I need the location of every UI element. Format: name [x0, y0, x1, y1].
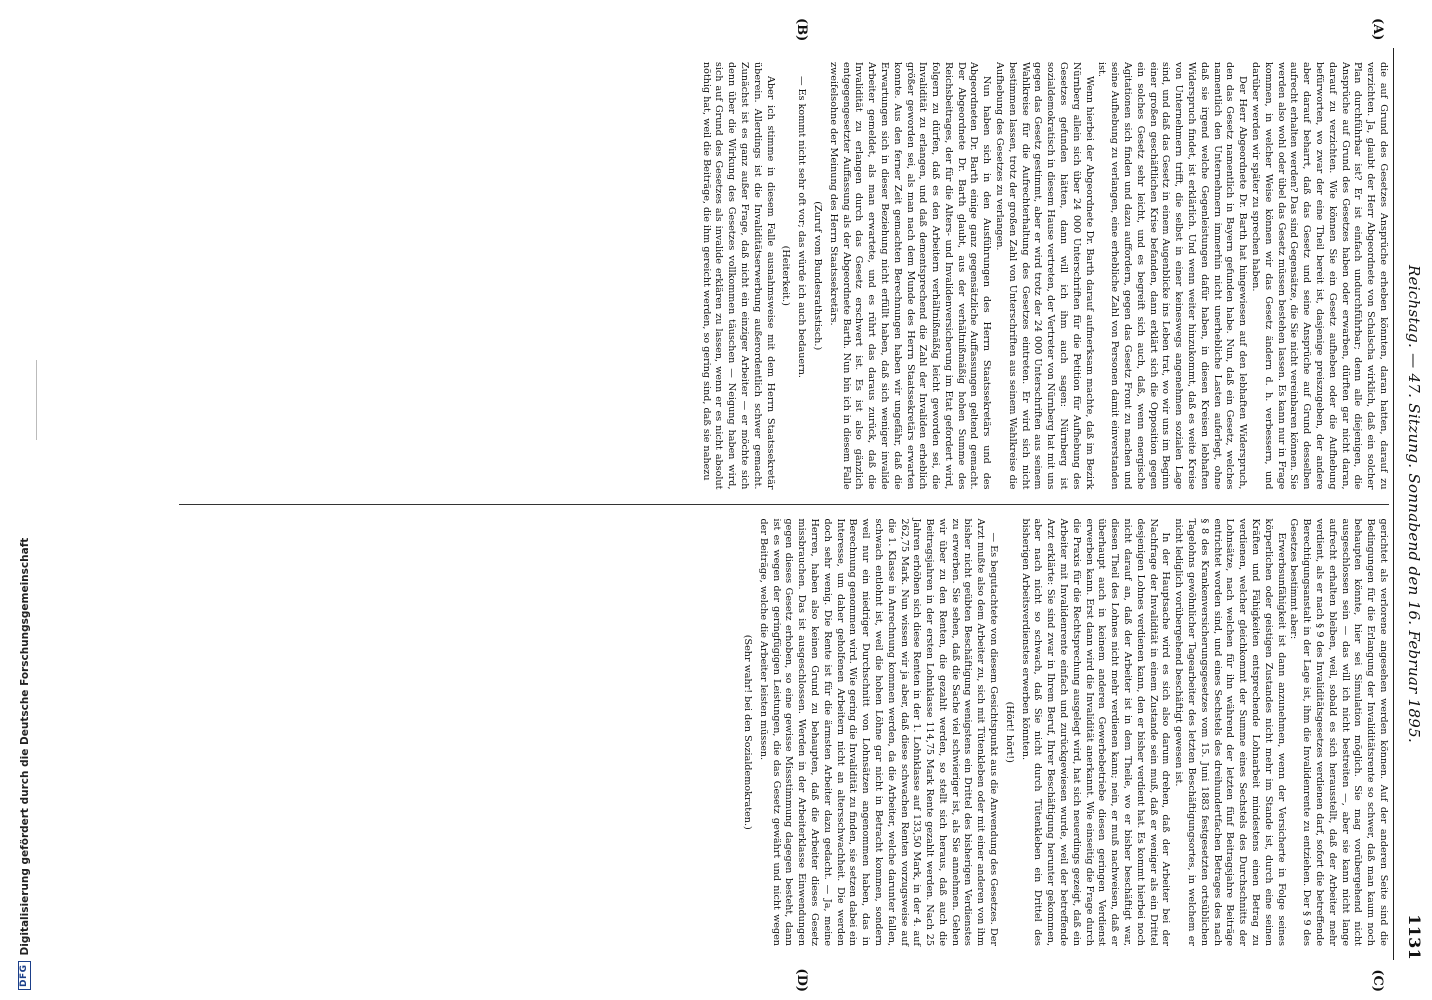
text-columns [179, 18, 1389, 992]
left-paragraph-2: Der Herr Abgeordnete Dr. Barth hat hingewiesen auf den lebhaften Widerspruch, den das Gesetz namentlich in Bayern gefunden habe. Nun, daß ein Gesetz, welches namentlich den Unternehmern immerhin nicht unerhebliche Lasten auferlegt, ohne daß sie irgend welche Gegenleistungen dafür haben, in diesen Kreisen lebhaften Widerspruch findet, ist erklärlich. Und wenn weiter hinzukommt, daß es weite Kreise von Unternehmern trifft, die selbst in einer keineswegs angenehmen sozialen Lage sind, und daß das Gesetz in einem Augenblicke ins Leben trat, wo wir uns im Beginn einer großen geschäftlichen Krise befanden, dann erklärt sich die Opposition gegen ein solches Gesetz sehr leicht, und es begreift sich auch, daß, wenn energische Agitationen sich finden und dazu auffordern, gegen das Gesetz Front zu machen und seine Aufhebung zu verlangen, eine erhebliche Zahl von Personen damit einverstanden ist. [1096, 62, 1249, 490]
left-column [179, 48, 1389, 504]
left-paragraph-3: Wenn hierbei der Abgeordnete Dr. Barth darauf aufmerksam machte, daß im Bezirk Nürnberg allein sich über 24 000 Unterschriften für die Petition für Aufhebung des Gesetzes gefunden hätten, dann will ich ihm auch sagen: Nürnberg ist sozialdemokratisch in diesem Hause vertreten, der Vertreter von Nürnberg hat mit uns gegen das Gesetz gestimmt, aber er wird trotz der 24 000 Unterschriften aus seinem Wahlkreise für die Aufrechterhaltung des Gesetzes eintreten. Er wird sich nicht bestimmen lassen, trotz der großen Zahl von Unterschriften aus seinem Wahlkreise die Aufhebung des Gesetzes zu verlangen. [994, 62, 1095, 490]
right-interjection-2: (Sehr wahr! bei den Sozialdemokraten.) [741, 634, 753, 830]
margin-marker-b: (B) [794, 18, 809, 42]
right-paragraph-4: — Es begutachtete von diesem Gesichtspunkt aus die Anwendung des Gesetzes. Der Arzt mußte also dem Arbeiter zu, sich mit Tütenkleben oder mit einer anderen von ihm bisher nicht geübten Beschäftigung wenigstens ein Drittel des bisherigen Verdienstes zu erwerben. Sie sehen, daß die Sache viel schwieriger ist, als Sie annehmen. Gehen wir über zu den Renten, die gezahlt werden, so stellt sich heraus, daß auch die Beitragsjahren in der ersten Lohnklasse 114,75 Mark Rente gezahlt werden. Nach 25 Jahren erhöhen sich diese Renten in der 1. Lohnklasse auf 133,50 Mark, in der 4. auf 262,75 Mark. Nun wissen wir ja aber, daß diese schwachen Renten vorzugsweise auf die 1. Klasse in Anrechnung kommen werden, da die Arbeiter, welche darunter fallen, schwach entlohnt ist, weil die hohen Löhne gar nicht in Betracht kommen, sondern weil nur ein niedriger Durchschnitt von Lohnsätzen angenommen haben, das in Berechnung genommen wird. Wie gering die Invalidität zu finden, sie setzen dabei ein Interesse, um daher geholfenen Arbeitern nicht an altersschwachheit. Die werden doch sehr wenig. Die Rente ist für die ärmsten Arbeiter dazu gedacht. — Ja, meine Herren, haben also keinen Grund zu behaupten, daß die Arbeiter dieses Gesetz missbrauchen. Das ist ausgeschlossen. Werden in der Arbeiterklasse Einwendungen gegen dieses Gesetz erhoben, so eine gewisse Missstimmung dagegen besteht, dann ist es wegen der geringfügigen Leistungen, die das Gesetz gewährt und nicht wegen der Beiträge, welche die Arbeiter leisten müssen. [757, 518, 1000, 946]
right-paragraph-1: gerichtet als verlorene angesehen werden können. Auf der anderen Seite sind die Bedingungen für die Erlangung der Invaliditätsrente so schwer, daß man kaum noch behaupten könnte, hier sei Simulation möglich. Sie mag vorübergehend nicht ausgeschlossen sein — das will ich nicht bestreiten —, aber sie kann nicht lange aufrecht erhalten bleiben, weil, sobald es sich herausstellt, daß der Arbeiter mehr verdient, als er nach § 9 des Invaliditätsgesetzes verdienen darf, sofort die betreffende Berechtigungsanstalt in der Lage ist, ihm die Invalidenrente zu entziehen. Der § 9 des Gesetzes bestimmt aber: [1288, 518, 1389, 946]
right-paragraph-3: In der Hauptsache wird es sich also darum drehen, daß der Arbeiter bei der Nachfrage der Invalidität in einem Zustande sein muß, daß er weniger als ein Drittel desjenigen Lohnes verdienen kann, den er bisher verdient hat. Es kommt hierbei noch nicht darauf an, daß der Arbeiter ist in dem Theile, wo er bisher beschäftigt war, diesen Theil des Lohnes nicht mehr verdienen kann; nein, er muß nachweisen, daß er überhaupt auch in keinem anderen Gewerbebetriebe diesen geringen Verdienst erwerben kann. Erst dann wird die Invalidität anerkannt. Wie einseitig die Frage durch die Praxis für die Rechtsprechung ausgelegt wird, hat sich neuerdings gezeigt, daß ein Arbeiter mit Invalidenrente einfach und zurückgewiesen wurde, weil der betreffende Arzt erklärte: Sie sind zwar in Ihrem Beruf, Ihrer Beschäftigung herunter gekommen, aber nach nicht so schwach, daß Sie nicht durch Tütenkleben ein Drittel des bisherigen Arbeitsverdienstes erwerben könnten. [1019, 518, 1172, 946]
left-interjection-1: (Zuruf vom Bundesrathstisch.) [811, 201, 823, 351]
right-paragraph-2: Erwerbsunfähigkeit ist dann anzunehmen, wenn der Versicherte in Folge seines körperlichen oder geistigen Zustandes nicht mehr im Stande ist, durch eine seinen Kräften und Fähigkeiten entsprechende Lohnarbeit mindestens einen Betrag zu verdienen, welcher gleichkommt der Summe eines Sechstels des Durchschnitts der Lohnsätze, nach welchen für ihn während der letzten fünf Beitragsjahre Beiträge entrichtet worden sind, und eines Sechstels des dreihundertfachen Betrages des nach § 8 des Krankenversicherungsgesetzes vom 15. Juni 1883 festgesetzten ortsüblichen Tagelohns gewöhnlicher Tagearbeiter des letzten Beschäftigungsortes, in welchem er nicht lediglich vorübergehend beschäftigt gewesen ist. [1173, 518, 1287, 946]
left-paragraph-1: die auf Grund des Gesetzes Ansprüche erheben könnten, daran hatten, darauf zu verzichten. Ja, glaubt der Herr Abgeordnete von Schalscha wirklich, daß ein solcher Plan durchführbar ist? Er ist einfach undurchführbar; denn alle diejenigen, die Ansprüche auf Grund des Gesetzes haben oder erwarben, dürften gar nicht daran, darauf zu verzichten. Wie können Sie ein Gesetz aufheben oder die Aufhebung befürworten, wo zwar der eine Theil bereit ist, dasjenige preiszugeben, der andere aber darauf beharrt, daß das Gesetz und seine Ansprüche auf Grund desselben aufrecht erhalten werden? Das sind Gegensätze, die Sie nicht vereinbaren können. Sie werden also wohl oder übel das Gesetz müssen bestehen lassen. Es kann nur in Frage kommen, in welcher Weise können wir das Gesetz ändern d. h. verbessern, und darüber werden wir später zu sprechen haben. [1250, 62, 1389, 490]
left-paragraph-4: Nun haben sich in den Ausführungen des Herrn Staatssekretärs und des Abgeordneten Dr. Barth einige ganz gegensätzliche Auffassungen geltend gemacht. Der Abgeordnete Dr. Barth glaubt, aus der verhältnißmäßig hohen Summe des Reichsbeitrages, der für die Alters- und Invalidenversicherung im Etat gefordert wird, folgern zu dürfen, daß es den Arbeitern verhältnißmäßig leicht geworden sei, die Invalidität zu erlangen, und daß dementsprechend die Zahl der Invaliden erheblich größer geworden sei, als man nach dem Munde des Herrn Staatssekretärs erwarten konnte. Aus den ferner Zeit gemachten Berechnungen haben wir ungefähr, daß die Erwartungen sich in dieser Beziehung nicht erfüllt haben, daß sich weniger invalide Arbeiter gemeldet, als man erwartete, und es rührt das daraus zurück, daß die Invalidität zu erlangen durch das Gesetz erschwert ist. Es ist also gänzlich entgegengesetzter Auffassung als der Abgeordnete Barth. Nun bin ich in diesem Falle zweifelsohne der Meinung des Herrn Staatssekretärs. [827, 62, 993, 490]
margin-marker-c: (C) [1370, 969, 1385, 992]
header-title: Reichstag. — 47. Sitzung. Sonnabend den 16. Februar 1895. [1405, 264, 1423, 744]
left-paragraph-5: — Es kommt nicht sehr oft vor; das würde ich auch bedauern. [796, 76, 808, 378]
right-interjection-1: (Hört! hört!) [1003, 701, 1015, 763]
page-header [1393, 48, 1424, 960]
dfg-logo-icon: DFG [18, 961, 31, 990]
margin-marker-d: (D) [794, 968, 809, 992]
digitization-note [2, 0, 31, 1000]
left-paragraph-6: Aber ich stimme in diesem Falle ausnahmsweise mit dem Herrn Staatssekretär überein. Allerdings ist die Invaliditätserwerbung außerordentlich schwer gemacht. Zunächst ist es ganz außer Frage, daß nicht ein einziger Arbeiter — er möchte sich denn über die Wirkung des Gesetzes vollkommen täuschen — Neigung haben wird, sich auf Grund des Gesetzes als invalide erklären zu lassen, wenn er es nicht absolut nöthig hat, weil die Beiträge, die ihm gereicht werden, so gering sind, daß sie nahezu [700, 62, 776, 490]
left-interjection-2: (Heiterkeit.) [780, 245, 792, 306]
digitization-note-inner [18, 537, 31, 990]
right-column [179, 505, 1389, 961]
page-number: 1131 [1405, 914, 1424, 960]
footer-rule [36, 360, 37, 440]
digitization-text: Digitalisierung gefördert durch die Deutsche Forschungsgemeinschaft [18, 537, 31, 956]
margin-marker-a: (A) [1370, 18, 1385, 41]
